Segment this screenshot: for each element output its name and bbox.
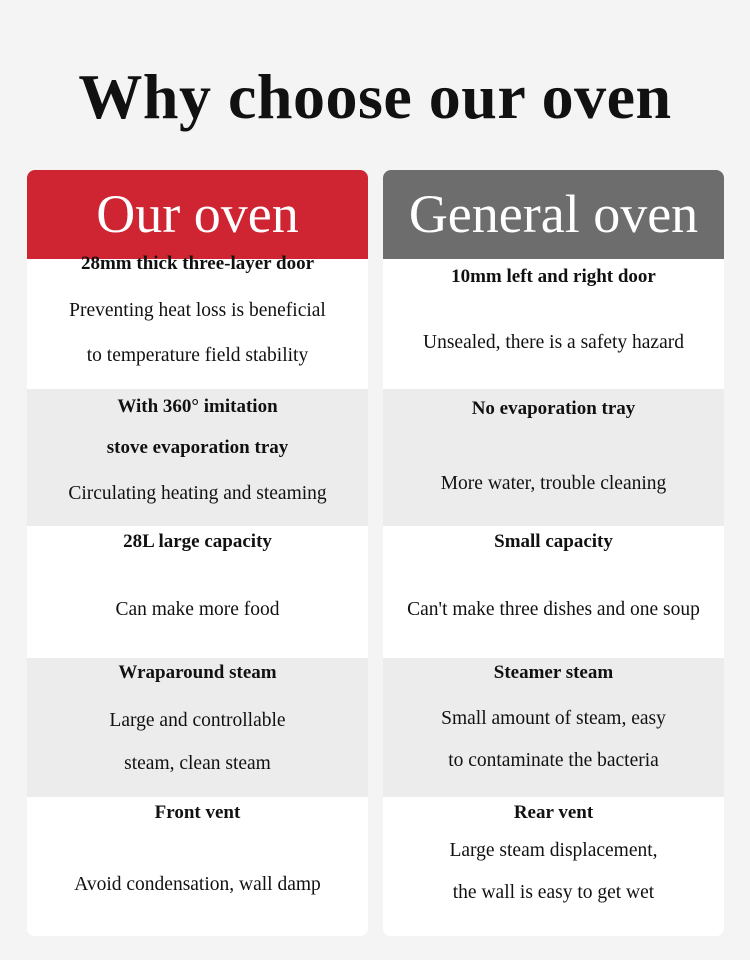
row-detail: to contaminate the bacteria — [448, 750, 659, 771]
row-heading: 28mm thick three-layer door — [80, 253, 315, 274]
general-oven-column — [383, 170, 724, 936]
general-oven-row-steam — [383, 658, 724, 797]
our-oven-row-door — [27, 253, 368, 389]
row-heading: No evaporation tray — [471, 398, 636, 419]
our-oven-row-steam — [27, 658, 368, 797]
row-detail: Unsealed, there is a safety hazard — [423, 332, 684, 353]
row-heading: Rear vent — [513, 802, 594, 823]
general-oven-row-vent — [383, 797, 724, 936]
general-oven-header: General oven — [383, 170, 724, 259]
row-detail: Circulating heating and steaming — [68, 483, 327, 504]
general-oven-row-door — [383, 259, 724, 389]
row-detail: Can make more food — [115, 599, 280, 620]
row-heading: With 360° imitation — [117, 396, 278, 417]
row-heading: 10mm left and right door — [451, 266, 656, 287]
row-detail: the wall is easy to get wet — [452, 882, 655, 903]
row-detail: Preventing heat loss is beneficial — [69, 300, 326, 321]
our-oven-row-tray — [27, 389, 368, 526]
row-heading: stove evaporation tray — [106, 437, 289, 458]
our-oven-row-vent — [27, 797, 368, 936]
row-detail: Large and controllable — [109, 710, 286, 731]
our-oven-header: Our oven — [27, 170, 368, 259]
row-heading: Small capacity — [494, 531, 613, 552]
row-heading: Steamer steam — [493, 662, 614, 683]
row-detail: More water, trouble cleaning — [440, 473, 667, 494]
general-oven-row-capacity — [383, 526, 724, 658]
row-detail: Can't make three dishes and one soup — [407, 599, 700, 620]
row-heading: Front vent — [154, 802, 241, 823]
row-heading: Wraparound steam — [118, 662, 277, 683]
general-oven-row-tray — [383, 389, 724, 526]
row-detail: steam, clean steam — [124, 753, 271, 774]
row-detail: to temperature field stability — [86, 345, 309, 366]
row-detail: Large steam displacement, — [449, 840, 658, 861]
row-heading: 28L large capacity — [123, 531, 272, 552]
row-detail: Small amount of steam, easy — [441, 708, 666, 729]
our-oven-row-capacity — [27, 526, 368, 658]
page-title: Why choose our oven — [78, 61, 672, 132]
row-detail: Avoid condensation, wall damp — [74, 874, 321, 895]
our-oven-column — [27, 170, 368, 936]
